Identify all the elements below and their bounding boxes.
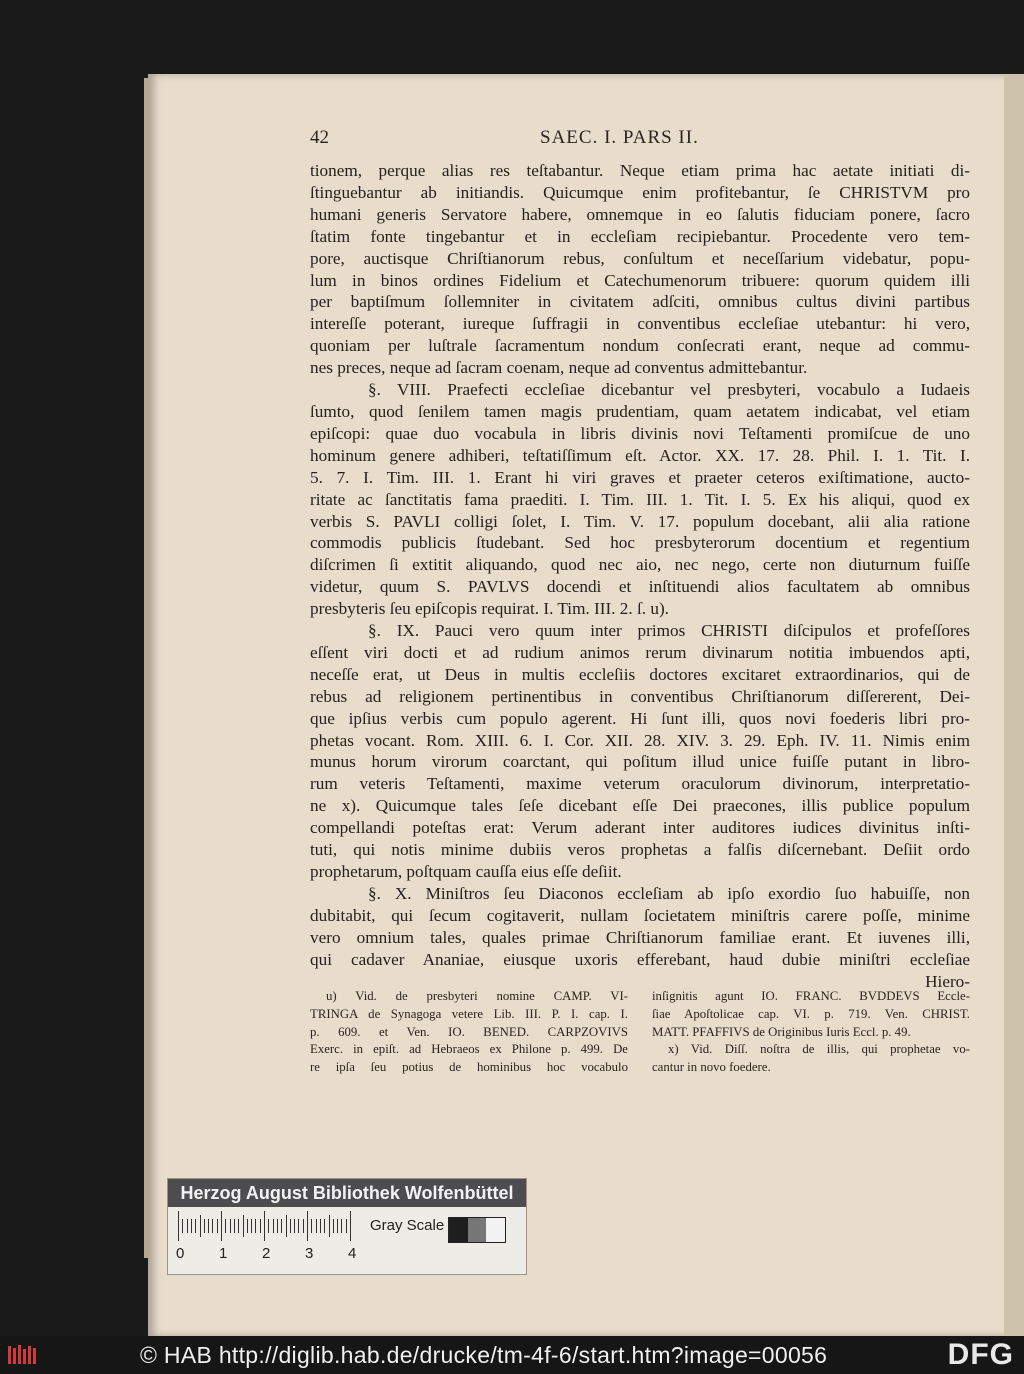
ruler-number: 2: [262, 1245, 271, 1262]
ruler-tick: [320, 1219, 321, 1233]
footnote-line: p. 609. et Ven. IO. BENED. CARPZOVIVS: [310, 1024, 628, 1039]
text-line: humani generis Servatore habere, omnemque in eo ſalutis fiduciam ponere, ſacro: [310, 204, 970, 224]
ruler-tick: [324, 1219, 325, 1233]
library-name: Herzog August Bibliothek Wolfenbüttel: [168, 1179, 526, 1207]
ruler-tick: [238, 1219, 239, 1233]
running-title: SAEC. I. PARS II.: [540, 127, 699, 148]
footnote-line: Exerc. in epiſt. ad Hebraeos ex Philone p. 499. De: [310, 1042, 628, 1057]
ruler-tick: [234, 1219, 235, 1233]
ruler-tick: [217, 1219, 218, 1233]
text-line: compellandi poteſtas erat: Verum aderant inter auditores iudices divinitus inſti-: [310, 818, 970, 838]
text-line: tuti, qui notis minime dubiis veros prophetas a falſis diſcernebant. Deſiit ordo: [310, 840, 970, 860]
gray-scale-label: Gray Scale: [370, 1217, 445, 1234]
color-reference-card: [167, 1178, 527, 1275]
text-line: neceſſe erat, ut Deus in multis eccleſiis doctores excitaret extraordinarios, qui de: [310, 664, 970, 684]
ruler-tick: [341, 1219, 342, 1233]
text-line: hominum genere adhiberi, teſtatiſſimum eſt. Actor. XX. 17. 28. Phil. I. 1. Tit. I.: [310, 445, 970, 465]
text-line: intereſſe poterant, iureque ſuffragii in conventibus eccleſiae utebantur: hi vero,: [310, 314, 970, 334]
ruler-tick: [212, 1219, 213, 1233]
text-line: ſtinguebantur ab initiandis. Quicumque enim profitebantur, ſe CHRISTVM pro: [310, 182, 970, 202]
ruler-tick: [195, 1219, 196, 1233]
running-header: [310, 127, 970, 153]
body-text: [310, 160, 970, 992]
footnotes-left-column: [310, 988, 628, 1077]
text-line: prophetarum, poſtquam cauſſa eius eſſe deſiit.: [310, 862, 622, 881]
ruler-tick: [294, 1219, 295, 1233]
ruler-tick: [311, 1219, 312, 1233]
text-line: ritate ac ſanctitatis fama praediti. I. Tim. III. 1. Tit. I. 5. Ex his aliqui, quod ex: [310, 489, 970, 509]
footnote-line: TRINGA de Synagoga vetere Lib. III. P. I. cap. I.: [310, 1006, 628, 1021]
ruler-tick: [243, 1215, 244, 1237]
text-line: lum in binos ordines Fidelium et Catechumenorum tribuere: quorum quidem illi: [310, 270, 970, 290]
ruler-tick: [251, 1219, 252, 1233]
ruler-tick: [316, 1219, 317, 1233]
footnote-line: u) Vid. de presbyteri nomine CAMP. VI-: [326, 989, 628, 1003]
text-line: epiſcopi: quae duo vocabula in libris divinis novi Teſtamenti promiſcue de uno: [310, 423, 970, 443]
ruler-tick: [187, 1219, 188, 1233]
text-line: diſcrimen ſi extitit aliquando, quod nec aio, nec nego, certe non diuturnum fuiſſe: [310, 555, 970, 575]
ruler-tick: [221, 1211, 222, 1241]
gray-swatch-black: [449, 1218, 468, 1242]
text-line: §. X. Miniſtros ſeu Diaconos eccleſiam ab ipſo exordio ſuo habuiſſe, non: [368, 883, 970, 903]
text-line: ſtatim fonte tingebantur et in eccleſiam recipiebantur. Procedente vero tem-: [310, 226, 970, 246]
text-line: tionem, perque alias res teſtabantur. Neque etiam prima hac aetate initiati di-: [310, 161, 970, 180]
text-line: eſſent viri docti et ad rudium animos rerum divinarum notitia imbuendos apti,: [310, 642, 970, 662]
footnote-line: cantur in novo foedere.: [652, 1060, 771, 1075]
ruler-tick: [260, 1219, 261, 1233]
text-line: qui cadaver Ananiae, eiusque uxoris efferebant, haud dubie miniſtri eccleſiae: [310, 949, 970, 969]
text-line: vero omnium tales, quales primae Chriſtianorum familiae erant. Et iuvenes illi,: [310, 927, 970, 947]
ruler-tick: [247, 1219, 248, 1233]
footnote-line: MATT. PFAFFIVS de Originibus Iuris Eccl. p. 49.: [652, 1024, 911, 1039]
text-line: rum veteris Teſtamenti, maxime veterum oraculorum divinorum, interpretatio-: [310, 774, 970, 794]
adjacent-page-edge: [1004, 74, 1024, 1336]
text-line: nes preces, neque ad ſacram coenam, neque ad conventus admittebantur.: [310, 358, 808, 378]
text-line: munus horum virorum coarctant, qui poſitum illud unice fuiſſe putant in libro-: [310, 752, 970, 772]
ruler-number: 3: [305, 1245, 314, 1262]
text-line: videtur, quum S. PAVLVS docendi et inſtituendi alios facultatem ab omnibus: [310, 577, 970, 597]
ruler-tick: [307, 1211, 308, 1241]
ruler-tick: [255, 1219, 256, 1233]
ruler-tick: [337, 1219, 338, 1233]
text-line: phetas vocant. Rom. XIII. 6. I. Cor. XII. 28. XIV. 3. 29. Eph. IV. 11. Nimis enim: [310, 730, 970, 750]
ruler-tick: [273, 1219, 274, 1233]
ruler-tick: [303, 1219, 304, 1233]
footnote-line: inſignitis agunt IO. FRANC. BVDDEVS Eccle-: [652, 989, 970, 1003]
ruler-tick: [298, 1219, 299, 1233]
footnote-line: x) Vid. Diſſ. noſtra de illis, qui prophetae vo-: [668, 1042, 970, 1057]
gray-swatch-mid: [468, 1218, 487, 1242]
gray-scale-swatch: [448, 1217, 506, 1243]
text-line: rebus ad religionem pertinentibus in conventibus Chriſtianorum diſſererent, Dei-: [310, 686, 970, 706]
footnote-line: re ipſa ſeu potius de hominibus hoc vocabulo: [310, 1060, 628, 1075]
text-line: verbis S. PAVLI colligi ſolet, I. Tim. V. 17. populum docebant, alii alia ratione: [310, 511, 970, 531]
ruler-tick: [268, 1219, 269, 1233]
ruler-tick: [200, 1215, 201, 1237]
text-line: presbyteris ſeu epiſcopis requirat. I. Tim. III. 2. ſ. u).: [310, 599, 669, 619]
ruler-tick: [230, 1219, 231, 1233]
ruler-tick: [208, 1219, 209, 1233]
footnote-line: ſiae Apoſtolicae cap. VI. p. 719. Ven. CHRIST.: [652, 1006, 970, 1021]
ruler-tick: [204, 1219, 205, 1233]
ruler-number: 0: [176, 1245, 185, 1262]
text-line: commodis publicis ſtudebant. Sed hoc presbyterorum docentium et regentium: [310, 533, 970, 553]
ruler-tick: [281, 1219, 282, 1233]
page-number: 42: [310, 127, 329, 148]
measurement-ruler: [178, 1211, 368, 1245]
ruler-tick: [277, 1219, 278, 1233]
dfg-logo: DFG: [947, 1338, 1014, 1371]
footnotes-right-column: [652, 988, 970, 1077]
text-line: 5. 7. I. Tim. III. 1. Erant hi viri graves et praeter ceteros exiſtimatione, aucto-: [310, 467, 970, 487]
library-logo-icon: [6, 1342, 40, 1368]
text-line: dubitabit, qui ſecum cogitaverit, nullam ſocietatem miniſtris carere poſſe, minime: [310, 905, 970, 925]
text-line: que ipſius verbis cum populo agerent. Hi ſunt illi, quos novi foederis libri pro-: [310, 708, 970, 728]
text-line: pore, auctisque Chriſtianorum rebus, conſultum et neceſſarium videbatur, popu-: [310, 248, 970, 268]
text-line: ne x). Quicumque tales ſeſe dicebant eſſe Dei praecones, illis publice populum: [310, 796, 970, 816]
text-line: §. IX. Pauci vero quum inter primos CHRISTI diſcipulos et profeſſores: [368, 621, 970, 641]
ruler-tick: [182, 1219, 183, 1233]
ruler-number: 1: [219, 1245, 228, 1262]
ruler-tick: [333, 1219, 334, 1233]
ruler-tick: [191, 1219, 192, 1233]
ruler-tick: [286, 1215, 287, 1237]
ruler-tick: [350, 1211, 351, 1241]
text-line: ſumto, quod ſenilem tamen magis prudentiam, quam aetatem indicabat, vel etiam: [310, 401, 970, 421]
ruler-number: 4: [348, 1245, 357, 1262]
ruler-tick: [225, 1219, 226, 1233]
text-line: §. VIII. Praefecti eccleſiae dicebantur vel presbyteri, vocabulo a Iudaeis: [368, 380, 970, 400]
ruler-tick: [178, 1211, 179, 1241]
text-line: Hiero-: [925, 971, 970, 991]
gray-swatch-white: [486, 1218, 505, 1242]
ruler-tick: [290, 1219, 291, 1233]
ruler-tick: [346, 1219, 347, 1233]
text-line: quoniam per luſtrale ſacramentum nondum conſecrati erant, neque ad commu-: [310, 336, 970, 356]
copyright-url[interactable]: © HAB http://diglib.hab.de/drucke/tm-4f-6/start.htm?image=00056: [140, 1342, 828, 1368]
ruler-tick: [264, 1211, 265, 1241]
viewer-footer: [0, 1336, 1024, 1374]
ruler-tick: [329, 1215, 330, 1237]
text-line: per baptiſmum ſollemniter in civitatem adſciti, omnibus cultus divini partibus: [310, 292, 970, 312]
